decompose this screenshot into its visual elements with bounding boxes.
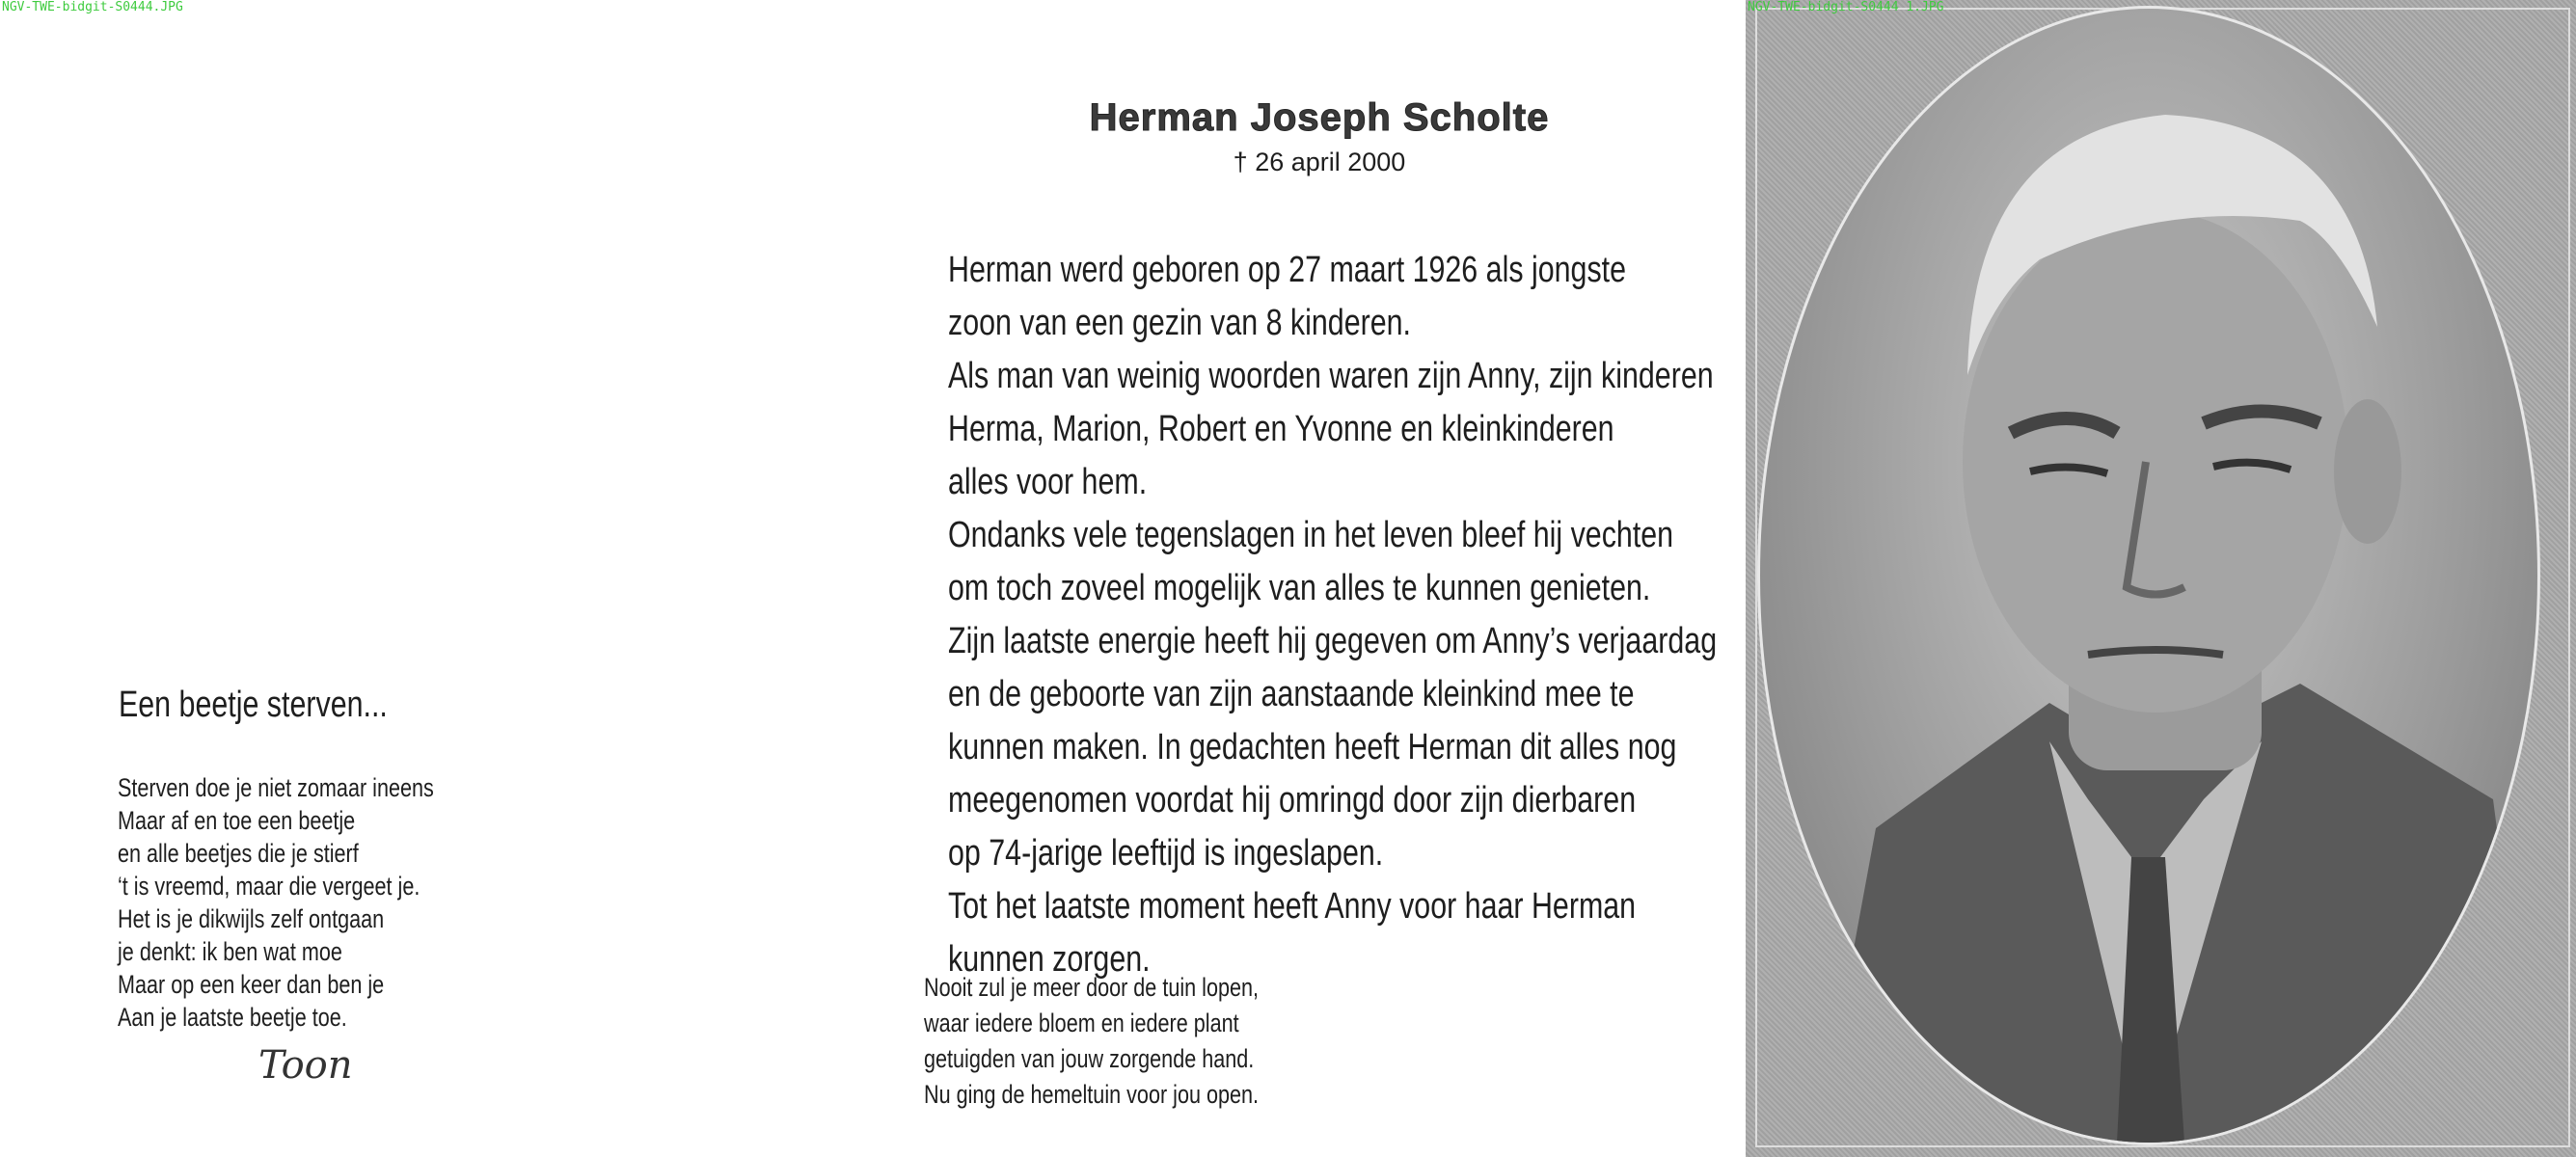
bio-line: om toch zoveel mogelijk van alles te kunnen genieten.: [948, 568, 1651, 608]
scan-filename-left: NGV-TWE-bidgit-S0444.JPG: [2, 0, 183, 14]
ear: [2334, 399, 2401, 544]
bio-line: Herma, Marion, Robert en Yvonne en kleinkinderen: [948, 409, 1614, 449]
poem-line: ‘t is vreemd, maar die vergeet je.: [118, 872, 420, 901]
bio-line: en de geboorte van zijn aanstaande kleinkind mee te: [948, 674, 1635, 714]
poem-line: Aan je laatste beetje toe.: [118, 1003, 347, 1032]
poem-line: je denkt: ik ben wat moe: [118, 937, 342, 966]
poem-title: Een beetje sterven...: [119, 685, 388, 725]
biography: [948, 244, 1717, 986]
face: [1963, 211, 2348, 713]
bio-line: alles voor hem.: [948, 462, 1148, 502]
bio-line: meegenomen voordat hij omringd door zijn dierbaren: [948, 780, 1637, 821]
closing-poem: [924, 970, 1259, 1113]
poem-line: Nooit zul je meer door de tuin lopen,: [924, 973, 1260, 1002]
bio-line: zoon van een gezin van 8 kinderen.: [948, 303, 1411, 343]
bio-line: Als man van weinig woorden waren zijn Anny, zijn kinderen: [948, 356, 1714, 396]
bio-line: kunnen zorgen.: [948, 939, 1151, 980]
bio-line: kunnen maken. In gedachten heeft Herman dit alles nog: [948, 727, 1677, 767]
poem-line: Maar op een keer dan ben je: [118, 970, 385, 999]
poem-line: waar iedere bloem en iedere plant: [924, 1009, 1239, 1037]
poem-line: getuigden van jouw zorgende hand.: [924, 1044, 1255, 1073]
poem-line: Nu ging de hemeltuin voor jou open.: [924, 1080, 1260, 1109]
poem-line: Sterven doe je niet zomaar ineens: [118, 773, 434, 802]
signature: Toon: [258, 1043, 353, 1088]
bio-line: op 74-jarige leeftijd is ingeslapen.: [948, 833, 1384, 874]
left-poem: [118, 771, 434, 1034]
poem-line: Het is je dikwijls zelf ontgaan: [118, 904, 385, 933]
bio-line: Herman werd geboren op 27 maart 1926 als jongste: [948, 250, 1626, 290]
bio-line: Zijn laatste energie heeft hij gegeven om Anny’s verjaardag: [948, 621, 1718, 661]
portrait-illustration: [1760, 9, 2537, 1143]
name-text: Herman Joseph Scholte: [1089, 96, 1550, 139]
death-date: † 26 april 2000: [1233, 148, 1406, 176]
scan-filename-right: NGV-TWE-bidgit-S0444 1.JPG: [1748, 0, 1944, 14]
bio-line: Tot het laatste moment heeft Anny voor haar Herman: [948, 886, 1637, 927]
poem-line: Maar af en toe een beetje: [118, 806, 356, 835]
poem-line: en alle beetjes die je stierf: [118, 839, 359, 868]
portrait-photo: [1757, 6, 2540, 1145]
bio-line: Ondanks vele tegenslagen in het leven bleef hij vechten: [948, 515, 1674, 555]
